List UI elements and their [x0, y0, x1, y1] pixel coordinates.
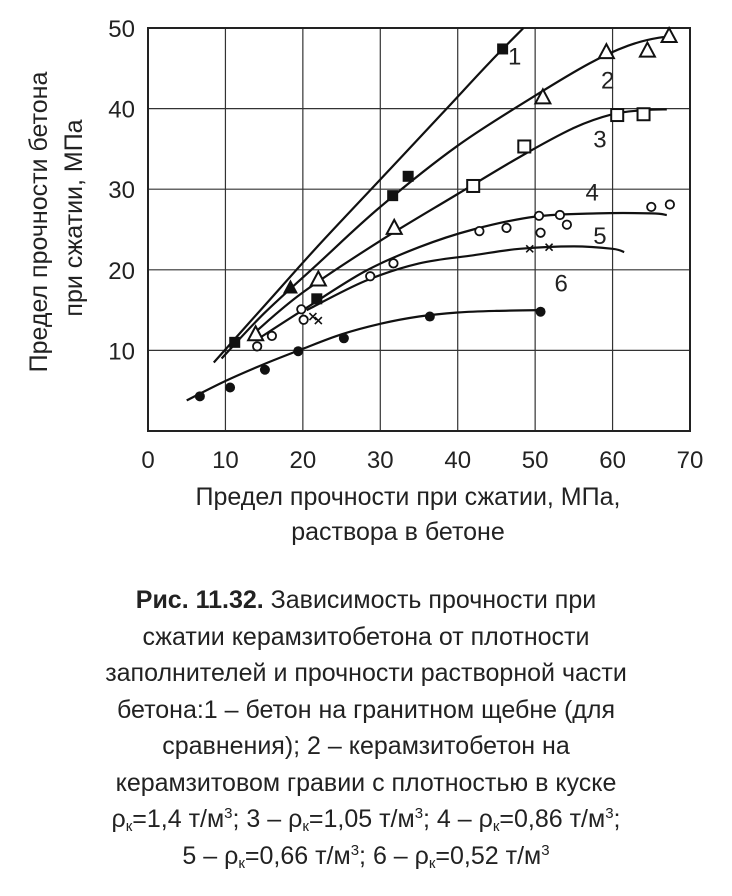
data-point-filled-circle [195, 391, 205, 401]
data-point-open-circle [502, 224, 510, 232]
data-point-open-circle [647, 203, 655, 211]
y-tick-label: 50 [108, 16, 135, 43]
y-tick-label: 40 [108, 96, 135, 124]
caption-sub: к [428, 854, 436, 872]
caption-sub: к [302, 818, 309, 835]
caption-line-7 [30, 801, 702, 838]
caption-line-3: заполнителей и прочности растворной части [105, 659, 627, 687]
caption-text: ; 6 – ρ [359, 841, 429, 870]
caption-text: =1,05 т/м [308, 805, 415, 833]
caption-line-5: сравнения); 2 – керамзитобетон на [162, 732, 570, 760]
curve-series-6 [187, 310, 543, 400]
data-point-open-circle [253, 342, 261, 350]
y-tick-label: 20 [108, 257, 135, 285]
x-axis-label-line2: раствора в бетоне [291, 518, 505, 546]
caption-sub: к [238, 854, 245, 872]
data-point-open-square [611, 109, 623, 121]
y-tick-label: 30 [108, 177, 135, 205]
caption-text: 5 – ρ [182, 841, 239, 870]
x-axis-label-line1: Предел прочности при сжатии, МПа, [195, 483, 621, 511]
x-tick-label: 70 [676, 447, 704, 474]
y-tick-label: 10 [108, 338, 135, 366]
caption-text: =0,86 т/м [499, 805, 606, 833]
caption-text: ; 4 – ρ [423, 805, 493, 833]
series-label-6: 6 [554, 270, 568, 298]
caption-text: =0,52 т/м [435, 841, 542, 870]
caption-sup: 3 [605, 805, 614, 822]
caption-text: =1,4 т/м [132, 805, 225, 833]
caption-line-4: бетона:1 – бетон на гранитном щебне (для [116, 695, 616, 724]
caption-text: =0,66 т/м [244, 841, 351, 870]
caption-line-6: керамзитовом гравии с плотностью в куске [115, 768, 617, 797]
data-point-open-square [467, 180, 479, 192]
data-point-open-circle [535, 212, 543, 220]
data-point-open-triangle [387, 220, 402, 234]
data-point-open-circle [556, 211, 564, 219]
caption-sup: 3 [350, 841, 360, 859]
data-point-filled-circle [339, 333, 349, 343]
caption-line-1 [30, 582, 702, 619]
caption-figure-label: Рис. 11.32. [135, 586, 264, 614]
data-point-open-circle [299, 316, 307, 324]
caption-text: ; [613, 805, 621, 833]
x-tick-label: 30 [366, 447, 394, 474]
data-point-open-square [638, 108, 650, 120]
data-point-filled-square [403, 171, 414, 182]
data-point-open-circle [475, 227, 483, 235]
x-tick-label: 60 [599, 447, 626, 474]
data-point-open-triangle [535, 89, 550, 103]
caption-sup: 3 [541, 841, 550, 859]
caption-sup: 3 [414, 805, 424, 822]
x-tick-label: 10 [212, 447, 239, 474]
series-label-2: 2 [600, 67, 615, 95]
data-point-open-triangle [640, 43, 655, 57]
data-point-filled-circle [293, 346, 303, 356]
y-axis-label-line1: Предел прочности бетона [25, 71, 53, 373]
data-point-open-square [518, 140, 530, 152]
caption-sub: к [492, 818, 500, 835]
data-point-open-circle [389, 259, 397, 267]
caption-sub: к [125, 818, 133, 835]
data-point-filled-circle [425, 312, 435, 322]
caption-line-2: сжатии керамзитобетона от плотности [142, 622, 590, 651]
data-point-filled-square [387, 190, 398, 201]
data-point-filled-circle [225, 382, 235, 392]
series-labels [508, 43, 614, 297]
caption-rho: ρ [111, 805, 126, 833]
data-point-open-circle [563, 220, 571, 228]
x-tick-label: 20 [289, 447, 317, 474]
data-point-filled-circle [260, 365, 270, 375]
data-point-open-circle [666, 200, 674, 208]
series-label-4: 4 [585, 179, 599, 207]
x-tick-label: 0 [141, 447, 155, 474]
data-point-open-circle [268, 332, 276, 340]
x-tick-label: 40 [444, 447, 472, 474]
caption-text: ; 3 – ρ [232, 805, 303, 833]
data-point-open-circle [297, 305, 305, 313]
caption-line-8 [30, 838, 702, 875]
data-point-filled-square [497, 43, 508, 54]
data-point-open-triangle [599, 44, 614, 58]
x-tick-label: 50 [521, 447, 549, 474]
caption-text-1: Зависимость прочности при [263, 586, 597, 614]
data-point-filled-square [229, 337, 240, 348]
data-point-open-circle [536, 229, 544, 237]
y-axis-label-line2: при сжатии, МПа [60, 119, 88, 317]
data-point-filled-circle [536, 307, 546, 317]
figure-caption [30, 582, 702, 874]
series-label-3: 3 [593, 126, 607, 154]
data-point-open-circle [366, 272, 374, 280]
caption-sup: 3 [224, 805, 233, 822]
series-label-1: 1 [508, 43, 522, 71]
data-point-filled-square [311, 293, 322, 304]
data-point-open-triangle [662, 28, 677, 42]
series-label-5: 5 [593, 223, 607, 251]
